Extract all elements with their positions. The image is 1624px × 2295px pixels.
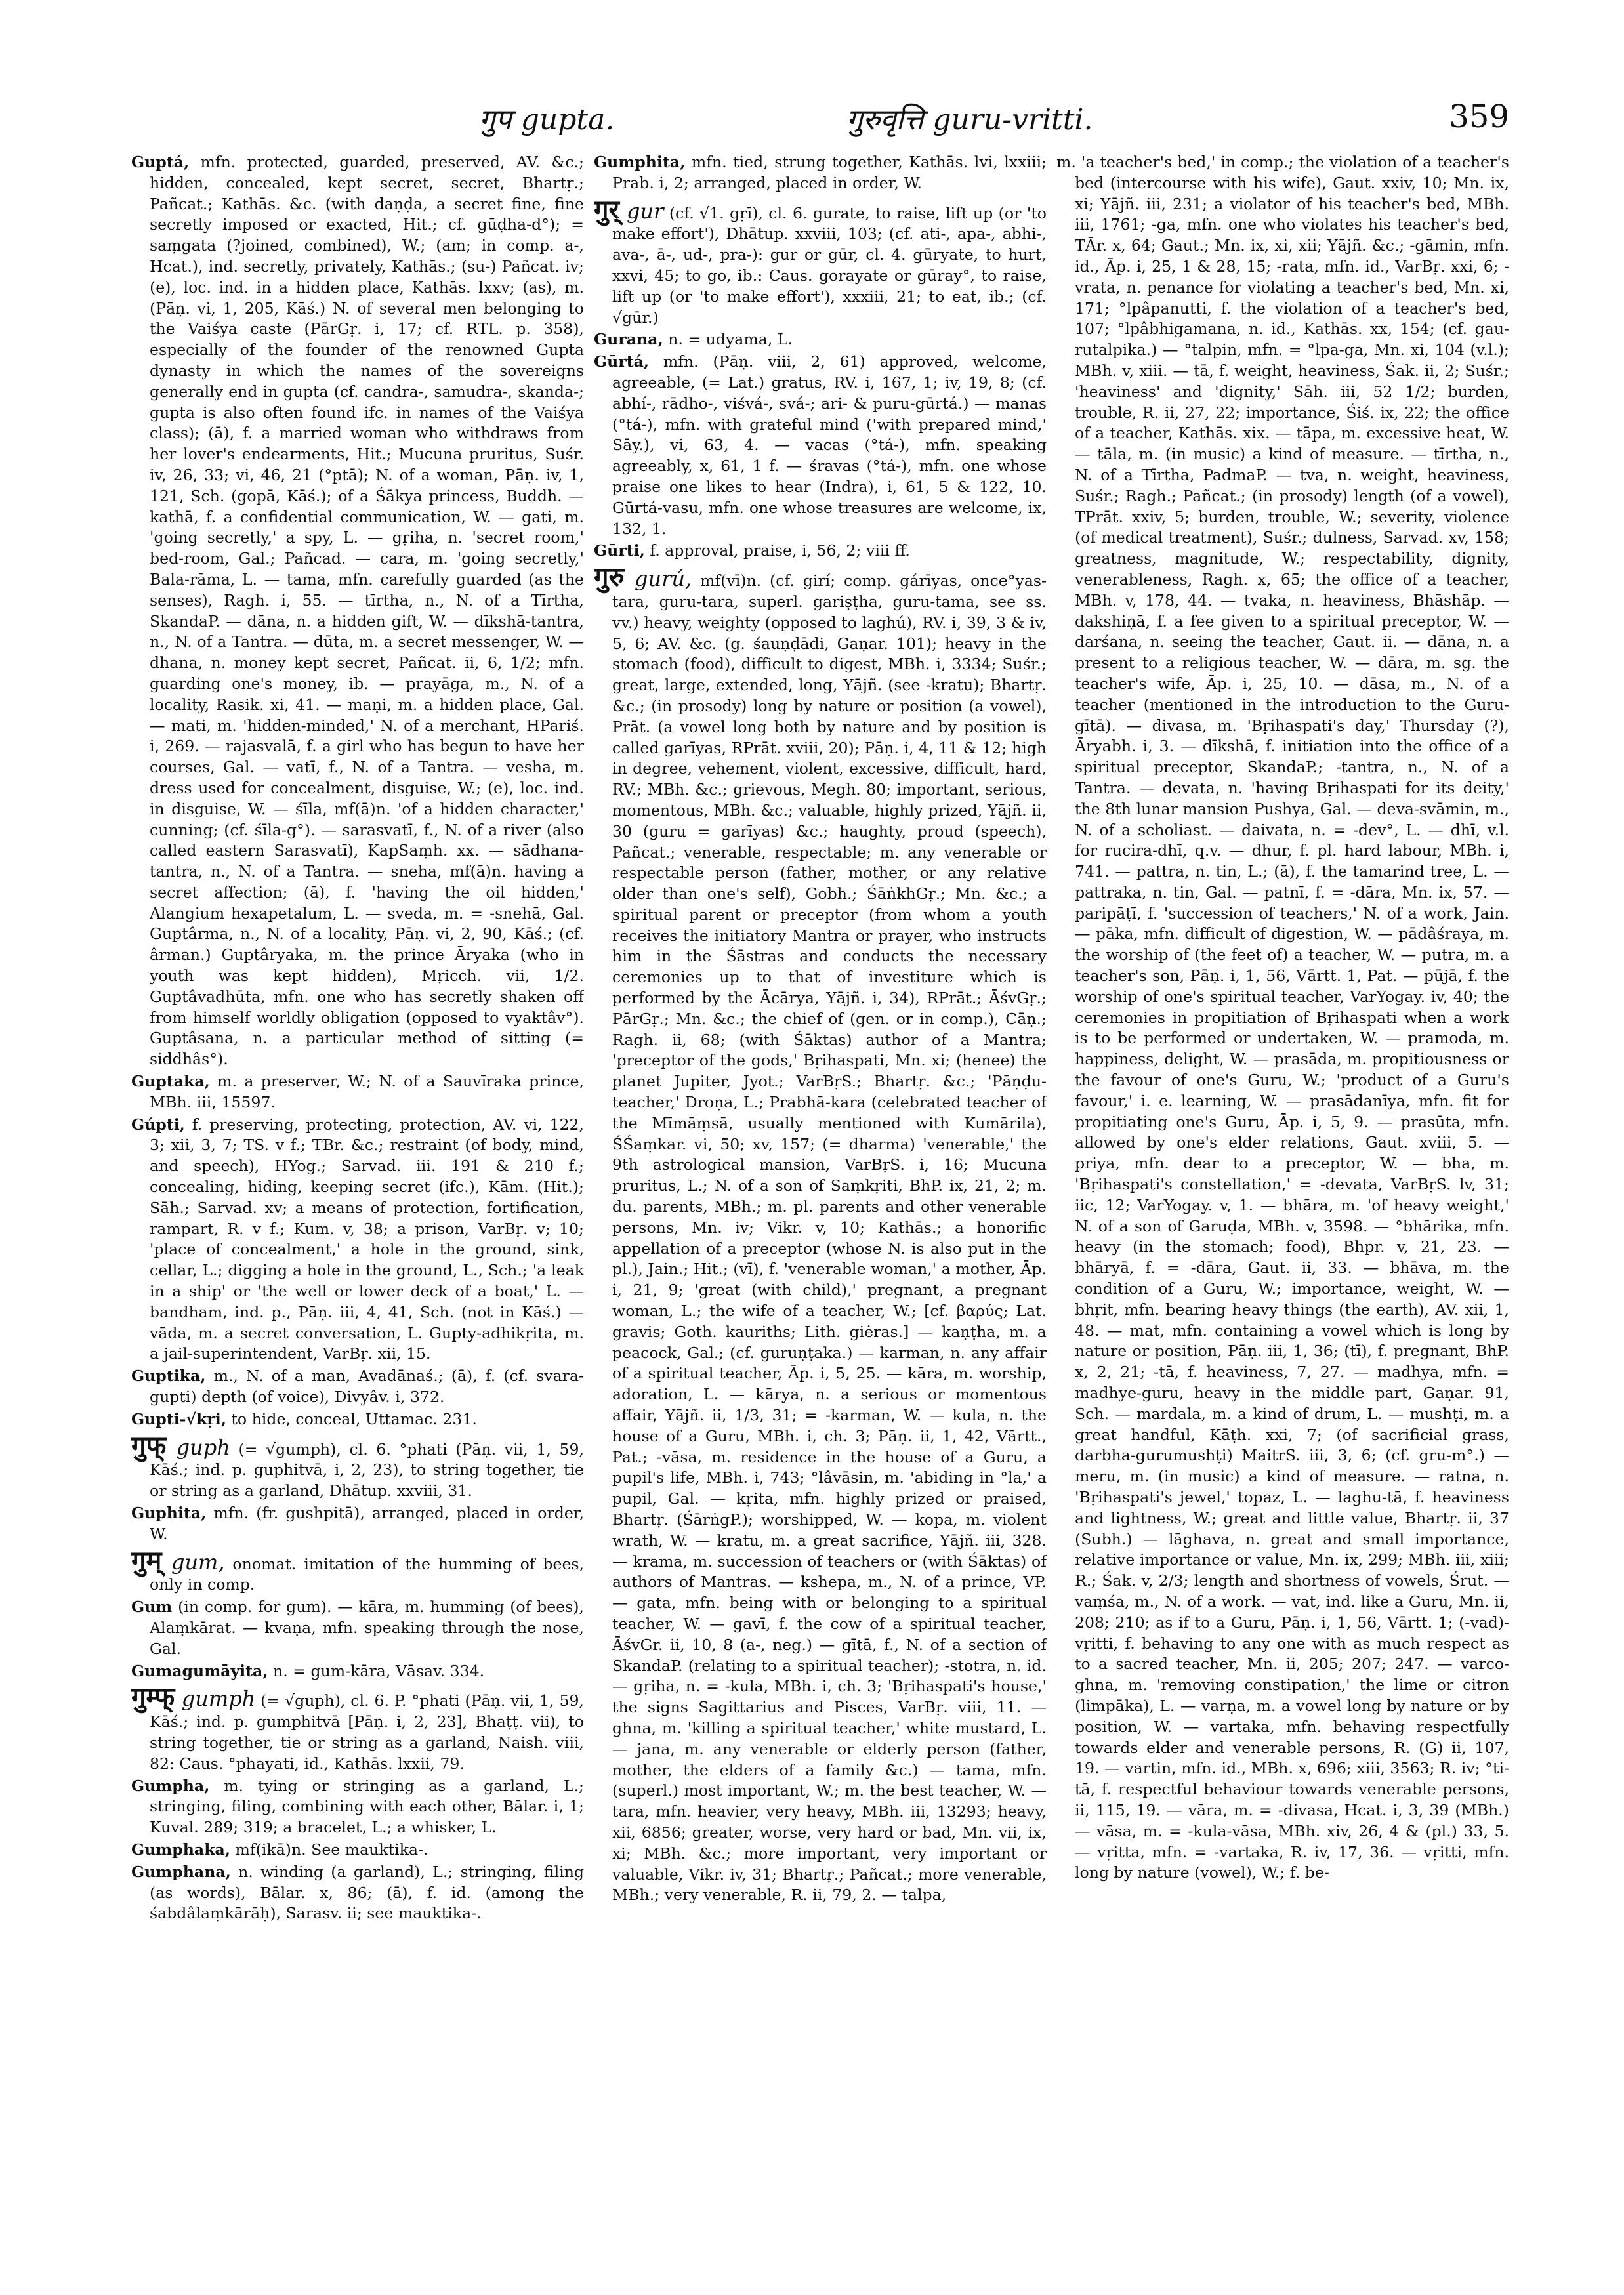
- dictionary-entry: [594, 562, 1047, 1906]
- entry-definition: (in comp. for gum). — kāra, m. humming (of bees), Alaṃkārat. — kvaṇa, mfn. speaking through the nose, Gal.: [150, 1598, 584, 1658]
- headword: Gūrtá,: [594, 352, 650, 371]
- headword: Guptika,: [131, 1367, 206, 1386]
- entry-definition: (= √gumph), cl. 6. °phati (Pāṇ. vii, 1, 59, Kāś.; ind. p. guphitvā, i, 2, 23), to string together, tie or string as a garland, Dhātup. xxviii, 31.: [150, 1439, 584, 1500]
- column-right: [1056, 152, 1509, 2265]
- entry-definition: (cf. √1. gṛī), cl. 6. gurate, to raise, lift up (or 'to make effort'), Dhātup. xxviii, 103; (cf. ati-, apa-, abhi-, ava-, ā-, ud-, pra-): gur or gūr, cl. 4. gūryate, to hurt, xxvi, 45; to go, ib.: Caus. gorayate or gūray°, to raise, lift up (or 'to make effort'), xxxiii, 21; to eat, ib.; (cf. √gūr.): [612, 203, 1047, 327]
- entry-definition: to hide, conceal, Uttamac. 231.: [226, 1409, 477, 1428]
- headword: Gumagumāyita,: [131, 1661, 268, 1680]
- entry-definition: mfn. tied, strung together, Kathās. lvi, lxxiii; Prab. i, 2; arranged, placed in order, W.: [612, 153, 1047, 192]
- dictionary-entry: [131, 1503, 584, 1545]
- root-transliteration: gur: [619, 198, 664, 224]
- dictionary-entry: [594, 541, 1047, 562]
- headword: Gum: [131, 1598, 173, 1617]
- root-transliteration: gumph: [175, 1686, 256, 1712]
- headword: Gumphana,: [131, 1862, 231, 1881]
- headword: Gupti-√kṛi,: [131, 1409, 226, 1428]
- dictionary-entry: [131, 1430, 584, 1502]
- entry-definition: f. preserving, protecting, protection, AV. vi, 122, 3; xii, 3, 7; TS. v f.; TBr. &c.; restraint (of body, mind, and speech), HYog.; Sarvad. iii. 191 & 210 f.; concealing, hiding, keeping secret (ifc.), Kām. (Hit.); Sāh.; Sarvad. xv; a means of protection, fortification, rampart, R. v f.; Kum. v, 38; a prison, VarBṛ. v; 10; 'place of concealment,' a hole in the ground, sink, cellar, L.; digging a hole in the ground, L., Sch.; 'a leak in a ship' or 'the well or lower deck of a boat,' L. — bandham, ind. p., Pāṇ. iii, 4, 41, Sch. (not in Kāś.) — vāda, m. a secret conversation, L. Gupty-adhikṛita, m. a jail-superintendent, VarBṛ. xii, 15.: [150, 1115, 584, 1363]
- headword: Guphita,: [131, 1504, 207, 1522]
- entry-definition: n. = udyama, L.: [663, 330, 793, 349]
- devanagari-root: गुम्फ्: [131, 1682, 175, 1713]
- headword: Gurana,: [594, 330, 663, 349]
- text-columns: [131, 152, 1509, 2265]
- entry-definition: f. approval, praise, i, 56, 2; viii ff.: [644, 541, 910, 560]
- entry-definition: m. tying or stringing as a garland, L.; stringing, filing, combining with each other, Bālar. i, 1; Kuval. 289; 319; a bracelet, L.; a whisker, L.: [150, 1776, 584, 1837]
- dictionary-entry: [131, 1862, 584, 1924]
- dictionary-entry: [594, 329, 1047, 350]
- entry-definition: mfn. (Pāṇ. viii, 2, 61) approved, welcome, agreeable, (= Lat.) gratus, RV. i, 167, 1; iv, 19, 8; (cf. abhí-, rādho-, viśvá-, svá-; ari- & puru-gūrtá.) — manas (°tá-), mfn. with grateful mind ('with prepared mind,' Sāy.), vi, 63, 4. — vacas (°tá-), mfn. speaking agreeably, x, 61, 1 f. — śravas (°tá-), mfn. one whose praise one likes to hear (Indra), i, 61, 5 & 122, 10. Gūrtá-vasu, mfn. one whose treasures are welcome, ix, 132, 1.: [612, 352, 1047, 538]
- devanagari-root: गुरु: [594, 562, 625, 593]
- dictionary-entry: [131, 1776, 584, 1838]
- headword: Gumpha,: [131, 1776, 210, 1795]
- headword: Guptá,: [131, 153, 190, 171]
- entry-definition: n. = gum-kāra, Vāsav. 334.: [268, 1661, 485, 1680]
- dictionary-entry: [131, 1840, 584, 1861]
- dictionary-entry: [131, 1366, 584, 1408]
- dictionary-entry: [131, 1544, 584, 1596]
- dictionary-entry: [131, 1682, 584, 1774]
- entry-definition: mf(vī)n. (cf. girí; comp. gárīyas, once°yas-tara, guru-tara, superl. gariṣṭha, guru-tama, see ss. vv.) heavy, weighty (opposed to laghú), RV. i, 39, 3 & iv, 5, 6; AV. &c. (g. śauṇḍādi, Gaṇar. 101); heavy in the stomach (food), difficult to digest, MBh. i, 3334; Suśr.; great, large, extended, long, Yājñ. (see -kratu); Bhartṛ. &c.; (in prosody) long by nature or position (a vowel), Prāt. (a vowel long both by nature and by position is called garīyas, RPrāt. xviii, 20); Pāṇ. i, 4, 11 & 12; high in degree, vehement, violent, excessive, difficult, hard, RV.; MBh. &c.; grievous, Megh. 80; important, serious, momentous, MBh. &c.; valuable, highly prized, Yājñ. ii, 30 (guru = garīyas) &c.; haughty, proud (speech), Pañcat.; venerable, respectable; m. any venerable or respectable person (father, mother, or any relative older than one's self), Gobh.; ŚāṅkhGṛ.; Mn. &c.; a spiritual parent or preceptor (from whom a youth receives the initiatory Mantra or prayer, who instructs him in the Śāstras and conducts the necessary ceremonies up to that of investiture which is performed by the Ācārya, Yājñ. i, 34), RPrāt.; ĀśvGṛ.; PārGṛ.; Mn. &c.; the chief of (gen. or in comp.), Cāṇ.; Ragh. ii, 68; (with Śāktas) author of a Mantra; 'preceptor of the gods,' Bṛihaspati, Mn. xi; (henee) the planet Jupiter, Jyot.; VarBṛS.; Bhartṛ. &c.; 'Pāṇḍu-teacher,' Droṇa, L.; Prabhā-kara (celebrated teacher of the Mīmāṃsā, usually mentioned with Kumārila), ŚŚaṃkar. vi, 50; xv, 157; (= dharma) 'venerable,' the 9th astrological mansion, VarBṛS. i, 16; Mucuna pruritus, L.; N. of a son of Saṃkṛiti, BhP. ix, 21, 2; m. du. parents, MBh.; m. pl. parents and other venerable persons, Mn. iv; Vikr. v, 10; Kathās.; a honorific appellation of a preceptor (whose N. is also put in the pl.), Jain.; Hit.; (vī), f. 'venerable woman,' a mother, Āp. i, 21, 9; 'great (with child),' pregnant, a pregnant woman, L.; the wife of a teacher, W.; [cf. βαρύς; Lat. gravis; Goth. kauriths; Lith. giėras.] — kaṇṭha, m. a peacock, Gal.; (cf. guruṇṭaka.) — karman, n. any affair of a spiritual teacher, Āp. i, 5, 25. — kāra, m. worship, adoration, L. — kārya, n. a serious or momentous affair, Yājñ. ii, 1/3, 31; = -karman, W. — kula, n. the house of a Guru, MBh. i, ch. 3; Pāṇ. ii, 1, 42, Vārtt., Pat.; -vāsa, m. residence in the house of a Guru, a pupil's life, MBh. i, 743; °lâvāsin, m. 'abiding in °la,' a pupil, Gal. — kṛita, mfn. highly prized or praised, Bhartṛ. (ŚārṅgP.); worshipped, W. — kopa, m. violent wrath, W. — kratu, m. a great sacrifice, Yājñ. iii, 328. — krama, m. succession of teachers or (with Śāktas) of authors of Mantras. — kshepa, m., N. of a prince, VP. — gata, mfn. being with or belonging to a spiritual teacher, W. — gavī, f. the cow of a spiritual teacher, ĀśvGr. ii, 10, 8 (a-, neg.) — gītā, f., N. of a section of SkandaP. (relating to a spiritual teacher); -stotra, n. id. — gṛiha, n. = -kula, MBh. i, ch. 3; 'Bṛihaspati's house,' the signs Sagittarius and Pisces, VarBṛ. viii, 11. — ghna, m. 'killing a spiritual teacher,' white mustard, L. — jana, m. any venerable or elderly person (father, mother, the elders of a family &c.) — tama, mfn. (superl.) most important, W.; m. the best teacher, W. — tara, mfn. heavier, very heavy, MBh. iii, 13293; heavy, xii, 6856; greater, worse, very hard or bad, Mn. vii, ix, xi; MBh. &c.; more important, very important or valuable, Vikr. iv, 31; Bhartṛ.; Pañcat.; more venerable, MBh.; very venerable, R. ii, 79, 2. — talpa,: [612, 571, 1047, 1905]
- root-transliteration: gum,: [161, 1549, 225, 1575]
- entry-definition: n. winding (a garland), L.; stringing, filing (as words), Bālar. x, 86; (ā), f. id. (among the śabdâlaṃkārāḥ), Sarasv. ii; see mauktika-.: [150, 1862, 584, 1923]
- dictionary-entry: [131, 1115, 584, 1365]
- running-head: [131, 98, 1509, 151]
- dictionary-entry: [594, 352, 1047, 539]
- headword: Gumphita,: [594, 153, 686, 171]
- page-number: 359: [1449, 98, 1509, 135]
- devanagari-root: गुफ्: [131, 1430, 167, 1461]
- headword: Gumphaka,: [131, 1840, 231, 1859]
- dictionary-entry: [131, 152, 584, 1070]
- headword: Guptaka,: [131, 1072, 210, 1091]
- dictionary-entry: [131, 1071, 584, 1113]
- entry-definition: mfn. protected, guarded, preserved, AV. &c.; hidden, concealed, kept secret, secret, Bhartṛ.; Pañcat.; Kathās. &c. (with daṇḍa, a secret fine, fine secretly imposed or exacted, Hit.; cf. gūḍha-d°); = saṃgata (?joined, combined), W.; (am; in comp. a-, Hcat.), ind. secretly, privately, Kathās.; (su-) Pañcat. iv; (e), loc. ind. in a hidden place, Kathās. lxxv; (as), m. (Pāṇ. vi, 1, 205, Kāś.) N. of several men belonging to the Vaiśya caste (PārGṛ. i, 17; cf. RTL. p. 358), especially of the founder of the renowned Gupta dynasty in which the names of the sovereigns generally end in gupta (cf. candra-, samudra-, skanda-; gupta is also often found ifc. in names of the Vaiśya class); (ā), f. a married woman who withdraws from her lover's endearments, Hit.; Mucuna pruritus, Suśr. iv, 26, 33; vi, 46, 21 (°ptā); N. of a woman, Pāṇ. iv, 1, 121, Sch. (gopā, Kāś.); of a Śākya princess, Buddh. — kathā, f. a confidential communication, W. — gati, m. 'going secretly,' a spy, L. — gṛiha, n. 'secret room,' bed-room, Gal.; Pañcad. — cara, m. 'going secretly,' Bala-rāma, L. — tama, mfn. carefully guarded (as the senses), Ragh. i, 55. — tīrtha, n., N. of a Tīrtha, SkandaP. — dāna, n. a hidden gift, W. — dīkshā-tantra, n., N. of a Tantra. — dūta, m. a secret messenger, W. — dhana, n. money kept secret, Pañcat. ii, 6, 1/2; mfn. guarding one's money, ib. — prayāga, m., N. of a locality, Rasik. xi, 41. — maṇi, m. a hidden place, Gal. — mati, m. 'hidden-minded,' N. of a merchant, HPariś. i, 269. — rajasvalā, f. a girl who has begun to have her courses, Gal. — vatī, f., N. of a Tantra. — vesha, m. dress used for concealment, disguise, W.; (e), loc. ind. in disguise, W. — śīla, mf(ā)n. 'of a hidden character,' cunning; (cf. śīla-g°). — sarasvatī, f., N. of a river (also called eastern Sarasvatī), KapSaṃh. xx. — sādhana-tantra, n., N. of a Tantra. — sneha, mf(ā)n. having a secret affection; (ā), f. 'having the oil hidden,' Alangium hexapetalum, L. — sveda, m. = -snehā, Gal. Guptârma, n., N. of a locality, Pāṇ. vi, 2, 90, Kāś.; (cf. ârman.) Guptâryaka, m. the prince Āryaka (who in youth was kept hidden), Mṛicch. vii, 1/2. Guptâvadhūta, mfn. one who has secretly shaken off from himself worldly obligation (opposed to vyaktâv°). Guptâsana, n. a particular method of sitting (= siddhâs°).: [150, 153, 584, 1069]
- dictionary-entry: [1056, 152, 1509, 1884]
- entry-definition: mfn. (fr. gushpitā), arranged, placed in order, W.: [150, 1504, 584, 1543]
- header-left-word: गुप gupta.: [479, 103, 615, 136]
- dictionary-entry: [131, 1597, 584, 1659]
- headword: Gūrti,: [594, 541, 645, 560]
- entry-definition: mf(ikā)n. See mauktika-.: [230, 1840, 428, 1859]
- dictionary-entry: [594, 194, 1047, 329]
- devanagari-root: गुर्: [594, 194, 619, 225]
- headword: Gúpti,: [131, 1115, 185, 1134]
- column-middle: [594, 152, 1047, 2265]
- dictionary-entry: [131, 1409, 584, 1430]
- dictionary-entry: [131, 1661, 584, 1682]
- root-transliteration: guph: [166, 1434, 230, 1460]
- header-center-word: गुरुवृत्ति guru-vritti.: [846, 103, 1093, 136]
- dictionary-entry: [594, 152, 1047, 194]
- entry-definition: m. a preserver, W.; N. of a Sauvīraka prince, MBh. iii, 15597.: [150, 1072, 584, 1111]
- entry-definition: m. 'a teacher's bed,' in comp.; the violation of a teacher's bed (intercourse with his wife), Gaut. xxiv, 10; Mn. ix, xi; Yājñ. iii, 231; a violator of his teacher's bed, MBh. iii, 1761; -ga, mfn. one who violates his teacher's bed, TĀr. x, 64; Gaut.; Mn. ix, xi, xii; Yājñ. &c.; -gāmin, mfn. id., Āp. i, 25, 1 & 28, 15; -rata, mfn. id., VarBṛ. xxi, 6; -vrata, n. penance for violating a teacher's bed, Mn. xi, 171; °lpâpanutti, f. the violation of a teacher's bed, 107; °lpâbhigamana, n. id., Kathās. xx, 154; (cf. gau-rutalpika.) — °talpin, mfn. = °lpa-ga, Mn. xi, 104 (v.l.); MBh. v, xiii. — tā, f. weight, heaviness, Śak. ii, 2; Suśr.; 'heaviness' and 'dignity,' Sāh. iii, 52 1/2; burden, trouble, R. ii, 27, 22; importance, Śiś. ix, 22; the office of a teacher, Kathās. xix. — tāpa, m. excessive heat, W. — tāla, m. (in music) a kind of measure. — tīrtha, n., N. of a Tīrtha, PadmaP. — tva, n. weight, heaviness, Suśr.; Ragh.; Pañcat.; (in prosody) length (of a vowel), TPrāt. xxiv, 5; burden, trouble, W.; severity, violence (of medical treatment), Suśr.; dulness, Sarvad. xv, 158; greatness, magnitude, W.; respectability, dignity, venerableness, Ragh. x, 65; the office of a teacher, MBh. v, 178, 44. — tvaka, n. heaviness, Bhāshāp. — dakshiṇā, f. a fee given to a spiritual preceptor, W. — darśana, n. seeing the teacher, Gaut. ii. — dāna, n. a present to a religious teacher, W. — dāra, m. sg. the teacher's wife, Āp. i, 25, 10. — dāsa, m., N. of a teacher (mentioned in the introduction to the Guru-gītā). — divasa, m. 'Bṛihaspati's day,' Thursday (?), Āryabh. i, 3. — dīkshā, f. initiation into the office of a spiritual preceptor, SkandaP.; -tantra, n., N. of a Tantra. — devata, n. 'having Bṛihaspati for its deity,' the 8th lunar mansion Pushya, Gal. — deva-svāmin, m., N. of a scholiast. — daivata, n. = -dev°, L. — dhī, v.l. for rucira-dhī, q.v. — dhur, f. pl. hard labour, MBh. i, 741. — pattra, n. tin, L.; (ā), f. the tamarind tree, L. — pattraka, n. tin, Gal. — patnī, f. = -dāra, Mn. ix, 57. — paripāṭī, f. 'succession of teachers,' N. of a work, Jain. — pāka, mfn. difficult of digestion, W. — pādâśraya, m. the worship of (the feet of) a teacher, W. — putra, m. a teacher's son, Pāṇ. i, 1, 56, Vārtt. 1, Pat. — pūjā, f. the worship of one's spiritual teacher, VarYogay. iv, 40; the ceremonies in propitiation of Bṛihaspati when a work is to be performed or undertaken, W. — pramoda, m. happiness, delight, W. — prasāda, m. propitiousness or the favour of one's Guru, W.; 'product of a Guru's favour,' i. e. learning, W. — prasādanīya, mfn. fit for propitiating one's Guru, Āp. i, 5, 9. — prasūta, mfn. allowed by one's elder relations, Gaut. xviii, 5. — priya, mfn. dear to a preceptor, W. — bha, m. 'Bṛihaspati's constellation,' = -devata, VarBṛS. lv, 31; iic, 12; VarYogay. v, 1. — bhāra, m. 'of heavy weight,' N. of a son of Garuḍa, MBh. v, 3598. — °bhārika, mfn. heavy (in the stomach; food), Bhpr. v, 21, 23. — bhāryā, f. = -dāra, Gaut. ii, 33. — bhāva, m. the condition of a Guru, W.; importance, weight, W. — bhṛit, mfn. bearing heavy things (the earth), AV. xii, 1, 48. — mat, mfn. containing a vowel which is long by nature or position, Pāṇ. iii, 1, 36; (tī), f. pregnant, BhP. x, 2, 21; -tā, f. heaviness, 7, 27. — madhya, mfn. = madhye-guru, heavy in the middle part, Gaṇar. 91, Sch. — mardala, m. a kind of drum, L. — mushṭi, m. a great handful, Kāṭh. xxi, 7; (of sacrificial grass, darbha-gurumushṭi) MaitrS. iii, 3, 6; (cf. gru-m°.) — meru, m. (in music) a kind of measure. — ratna, n. 'Bṛihaspati's jewel,' topaz, L. — laghu-tā, f. heaviness and lightness, W.; great and little value, Bhartṛ. ii, 37 (Subh.) — lāghava, n. great and small importance, relative importance or value, Mn. ix, 299; MBh. iii, xiii; R.; Śak. v, 2/3; length and shortness of vowels, Śrut. — vaṃśa, m., N. of a work. — vat, ind. like a Guru, Mn. ii, 208; 210; as if to a Guru, Pāṇ. i, 1, 56, Vārtt. 1; (-vad)-vṛitti, f. behaving to any one with as much respect as to a sacred teacher, Mn. ii, 205; 207; 247. — varco-ghna, m. 'removing constipation,' the lime or citron (limpāka), L. — varṇa, m. a vowel long by nature or by position, W. — vartaka, mfn. behaving respectfully towards elder and venerable persons, R. (G) ii, 107, 19. — vartin, mfn. id., MBh. x, 696; xiii, 3563; R. iv; °ti-tā, f. respectful behaviour towards venerable persons, ii, 115, 19. — vāra, m. = -divasa, Hcat. i, 3, 39 (MBh.) — vāsa, m. = -kula-vāsa, MBh. xiv, 26, 4 & (pl.) 33, 5. — vṛitta, mfn. = -vartaka, R. iv, 17, 36. — vṛitti, mfn. long by nature (vowel), W.; f. be-: [1056, 153, 1509, 1882]
- entry-definition: m., N. of a man, Avadānaś.; (ā), f. (cf. svara-gupti) depth (of voice), Divyâv. i, 372.: [150, 1367, 584, 1407]
- root-transliteration: gurú,: [624, 566, 692, 592]
- column-left: [131, 152, 584, 2265]
- entry-definition: onomat. imitation of the humming of bees, only in comp.: [150, 1554, 584, 1594]
- entry-definition: (= √guph), cl. 6. P. °phati (Pāṇ. vii, 1, 59, Kāś.; ind. p. gumphitvā [Pāṇ. i, 2, 23], Bhaṭṭ. vii), to string together, tie or string as a garland, Naish. viii, 82: Caus. °phayati, id., Kathās. lxxii, 79.: [150, 1691, 584, 1773]
- devanagari-root: गुम्: [131, 1544, 162, 1576]
